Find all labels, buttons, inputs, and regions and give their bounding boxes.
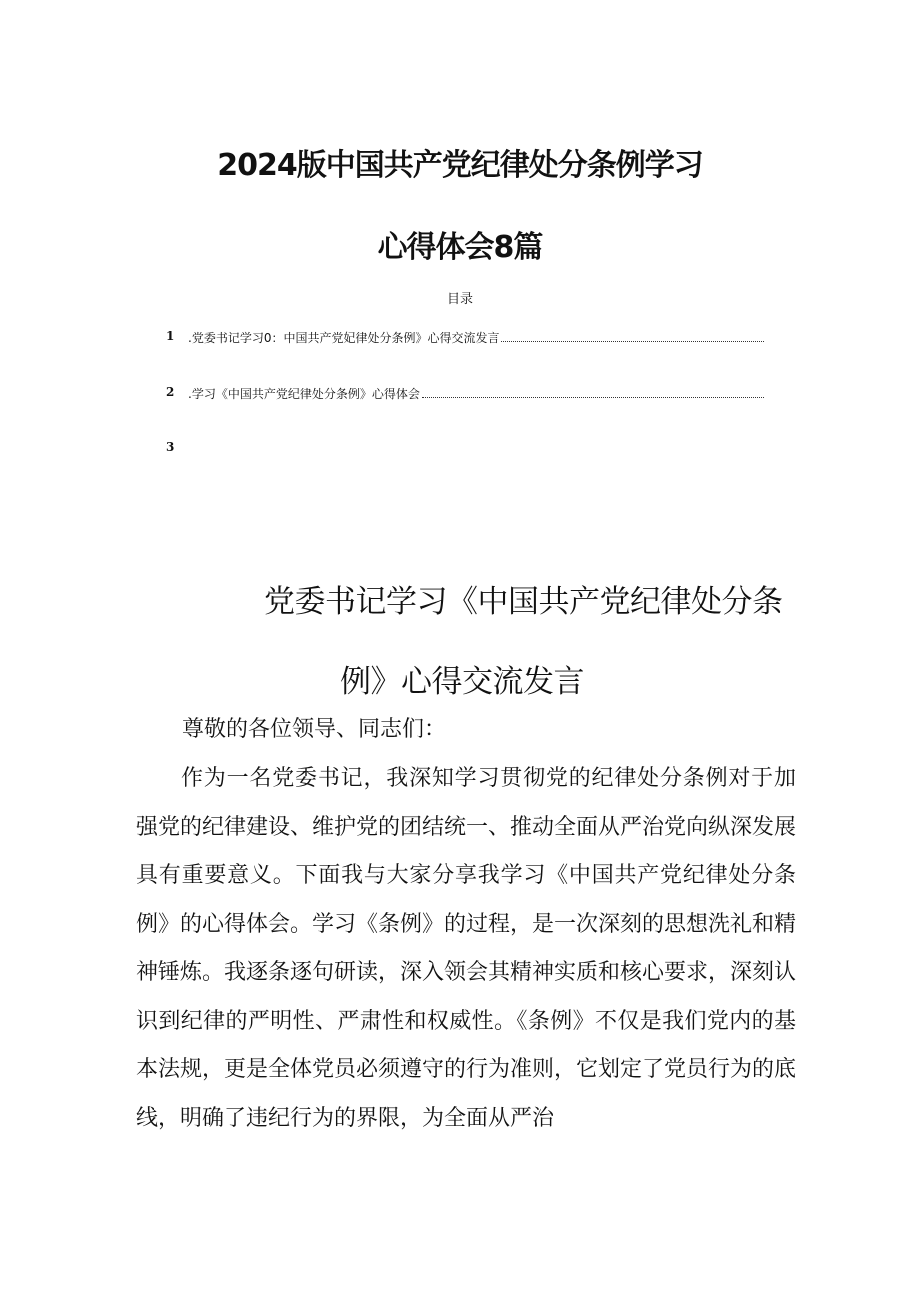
section-title-line-1: 党委书记学习《中国共产党纪律处分条: [264, 584, 783, 620]
toc-item[interactable]: [166, 329, 766, 347]
toc-item-number: 1: [166, 329, 175, 343]
toc-leader-dots: [422, 387, 764, 398]
toc-item-entry: [188, 329, 764, 346]
toc-item[interactable]: [166, 385, 766, 403]
toc-item-entry: [188, 385, 764, 402]
toc-item-number: 2: [166, 385, 175, 399]
toc-item-label: .学习《中国共产党纪律处分条例》心得体会: [188, 387, 420, 401]
document-title-line-2: 心得体会8篇: [377, 230, 543, 265]
document-title-line-1: 2024版中国共产党纪律处分条例学习: [217, 148, 703, 183]
section-title-line-2: 例》心得交流发言: [340, 664, 584, 700]
body-paragraph: 作为一名党委书记，我深知学习贯彻党的纪律处分条例对于加强党的纪律建设、维护党的团结统一、推动全面从严治党向纵深发展具有重要意义。下面我与大家分享我学习《中国共产党纪律处分条例》的心得体会。学习《条例》的过程，是一次深刻的思想洗礼和精神锤炼。我逐条逐句研读，深入领会其精神实质和核心要求，深刻认识到纪律的严明性、严肃性和权威性。《条例》不仅是我们党内的基本法规，更是全体党员必须遵守的行为准则，它划定了党员行为的底线，明确了违纪行为的界限，为全面从严治: [136, 766, 797, 1131]
toc-item-number: 3: [166, 440, 175, 454]
salutation: 尊敬的各位领导、同志们：: [182, 717, 447, 742]
toc-heading: 目录: [446, 292, 473, 307]
toc-leader-dots: [501, 331, 764, 342]
toc-item-label: .党委书记学习0：中国共产党妃律处分条例》心得交流发言: [188, 331, 500, 345]
toc-item[interactable]: [166, 440, 766, 458]
